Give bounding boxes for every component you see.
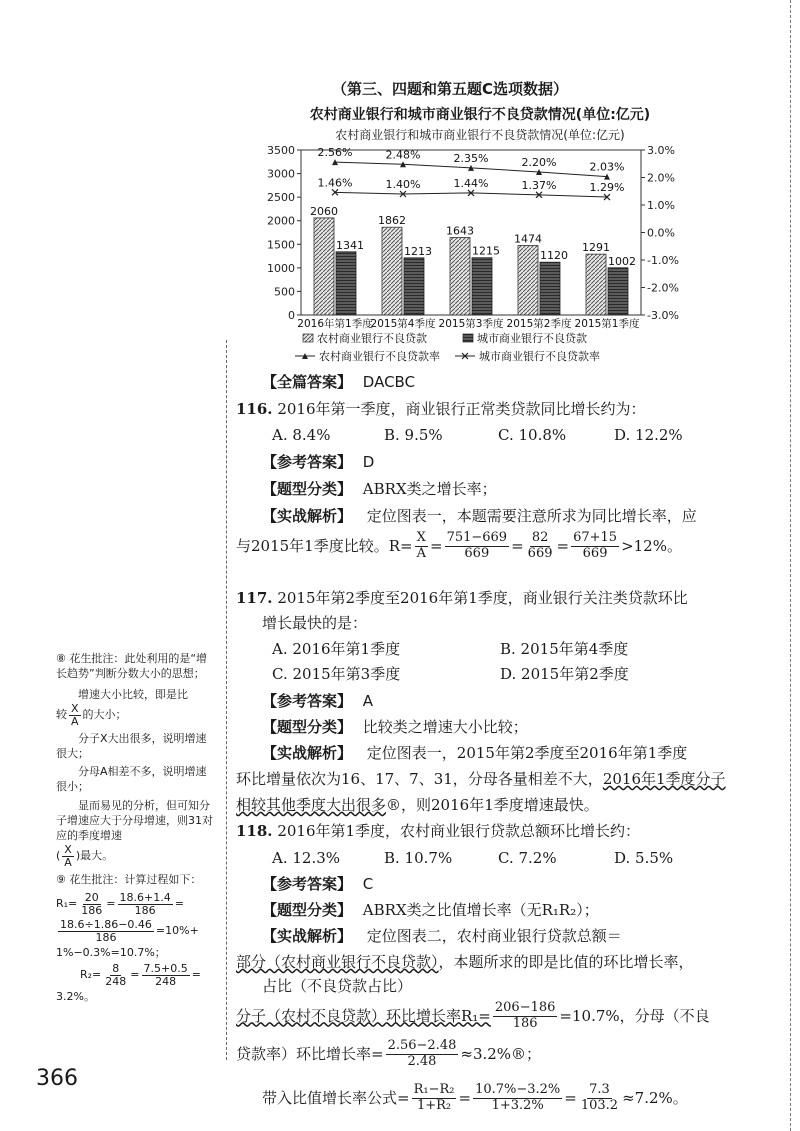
- q118-stem: [236, 824, 640, 839]
- left-axis-tick-label: 3500: [267, 144, 295, 157]
- q118-stem-text: 2016年第1季度，农村商业银行贷款总额环比增长约：: [277, 822, 641, 840]
- left-axis-tick-label: 1000: [267, 261, 295, 275]
- bar-rural-label: 1474: [514, 232, 542, 246]
- side-note-9-title: ⑨ 花生批注：计算过程如下：: [56, 872, 202, 886]
- q117-type: [262, 720, 528, 735]
- q116-ref-label: 【参考答案】: [262, 453, 353, 471]
- chart-title: 农村商业银行和城市商业银行不良贷款情况(单位:亿元): [309, 107, 651, 123]
- city-rate-label: 1.40%: [385, 178, 421, 191]
- side-note-8: ⑧ 花生批注：此处利用的是“增长趋势”判断分数大小的思想； 增速大小比较，即是比 较 $\frac{X}{A}$ 的大小； 分子X大出很多，说明增速很大； 分母A相差不多，说明增速很小； 显而易见的分析，但可知分子增速应大于分母增速，则31对应的季度增速 ( $\frac{X}{A}$ ) 最大。 ⑨ 花生批注：计算过程如下： R₁= $\frac{20}{186}$ = $\frac{18.6+1.4}{186}$ = $\frac{18.6\div 1.86-0.46}{186}$ =10%+ 1%−0.3%=10.7%； R₂= $\frac{8}{248}$ = $\frac{7.5+0.5}{248}$ = 3.2%。: [56, 652, 216, 1005]
- page-edge-dashed-line: [790, 0, 791, 1131]
- full-answers-line: [262, 375, 415, 390]
- q117-stem-line2: 增长最快的是：: [262, 614, 368, 632]
- right-axis-tick-label: 0.0%: [647, 226, 675, 240]
- q117-option-c: C. 2015年第3季度: [272, 665, 401, 683]
- q118-reference-answer: [262, 877, 373, 892]
- bar-city: [336, 252, 356, 315]
- rural-rate-label: 2.20%: [521, 156, 557, 169]
- q117-option-d: D. 2015年第2季度: [500, 665, 629, 683]
- city-rate-label: 1.29%: [589, 181, 625, 195]
- q116-type-label: 【题型分类】: [262, 480, 353, 498]
- q118-ref-label: 【参考答案】: [262, 875, 353, 893]
- q116-type: [262, 482, 497, 497]
- bar-city-label: 1120: [540, 249, 568, 263]
- q117-option-a: A. 2016年第1季度: [272, 640, 401, 658]
- bar-rural: [518, 246, 538, 315]
- q118-option-c: C. 7.2%: [498, 849, 557, 867]
- q118-analysis-label: 【实战解析】: [262, 927, 353, 945]
- left-axis-tick-label: 500: [274, 285, 295, 299]
- q116-stem-text: 2016年第一季度，商业银行正常类贷款同比增长约为：: [277, 400, 646, 418]
- q116-stem: [236, 402, 646, 417]
- category-label: 2015第2季度: [506, 318, 572, 330]
- right-axis-tick-label: -2.0%: [647, 281, 679, 295]
- legend-rural-label: 农村商业银行不良贷款: [317, 332, 427, 345]
- q118-option-a: A. 12.3%: [272, 849, 341, 867]
- city-rate-label: 1.46%: [317, 176, 353, 190]
- q118-analysis-line1: [262, 929, 622, 944]
- q118-analysis-line6: 带入比值增长率公式= $\frac{\text{R₁−R₂}}{\text{1+R₂}}$ = $\frac{10.7\%-3.2\%}{1+3.2\%}$ = $\frac{7.3}{103.2}$ ≈7.2%。: [262, 1082, 688, 1113]
- q117-analysis-line2: 环比增量依次为16、17、7、31，分母各量相差不大，2016年1季度分子: [236, 770, 726, 788]
- rural-rate-label: 2.48%: [385, 148, 421, 162]
- bar-city: [404, 258, 424, 315]
- right-axis-tick-label: -3.0%: [647, 309, 679, 322]
- category-label: 2015第4季度: [370, 318, 436, 330]
- legend-city-rate-label: 城市商业银行不良贷款率: [479, 350, 600, 363]
- q118-frac-values: $\frac{10.7\%-3.2\%}{1+3.2\%}$: [475, 1082, 561, 1113]
- left-axis-tick-label: 3000: [267, 167, 295, 181]
- q117-stem-line1: [236, 591, 688, 606]
- q118-frac-formula: $\frac{\text{R₁−R₂}}{\text{1+R₂}}$: [413, 1082, 455, 1113]
- bar-rural: [382, 227, 402, 315]
- category-label: 2015第3季度: [438, 318, 504, 330]
- q118-type-label: 【题型分类】: [262, 901, 353, 919]
- bar-rural-label: 1862: [378, 214, 406, 228]
- left-axis-tick-label: 2000: [267, 214, 295, 228]
- left-axis-tick-label: 1500: [267, 238, 295, 252]
- q116-analysis-label: 【实战解析】: [262, 507, 353, 525]
- q118-analysis-line4: 分子（农村不良贷款）环比增长率R₁= $\frac{206-186}{186}$ =10.7%，分母（不良: [236, 1000, 710, 1031]
- q116-frac-sum: $\frac{67+15}{669}$: [573, 530, 618, 561]
- right-axis-tick-label: 3.0%: [647, 144, 675, 157]
- q118-analysis-line5: 贷款率）环比增长率= $\frac{2.56-2.48}{2.48}$ ≈3.2%®；: [236, 1038, 542, 1069]
- chart-subtitle: 农村商业银行和城市商业银行不良贷款情况(单位:亿元): [335, 128, 625, 142]
- q116-option-d: D. 12.2%: [614, 426, 683, 444]
- side-note-8-title: ⑧ 花生批注：此处利用的是“增长趋势”判断分数大小的思想；: [56, 652, 208, 680]
- q118-option-d: D. 5.5%: [614, 849, 674, 867]
- page-number: 366: [36, 1066, 78, 1091]
- bar-city-label: 1341: [336, 238, 364, 252]
- legend-rural-swatch: [303, 334, 313, 342]
- q118-number: 118.: [236, 822, 273, 840]
- q116-ref-value: D: [362, 453, 375, 471]
- q116-formula-lead: 与2015年1季度比较。R=: [236, 536, 413, 555]
- bar-city-label: 1002: [608, 254, 636, 268]
- bar-city-label: 1213: [404, 244, 432, 258]
- bar-rural: [314, 218, 334, 315]
- q118-analysis-line2: 部分（农村商业银行不良贷款），本题所求的即是比值的环比增长率，: [236, 953, 694, 971]
- margin-divider-line: [226, 340, 227, 1060]
- category-label: 2015第1季度: [574, 318, 640, 330]
- q118-type-value: ABRX类之比值增长率（无R₁R₂）；: [362, 901, 599, 919]
- q117-analysis-line3: 相较其他季度大出很多®，则2016年1季度增速最快。: [236, 796, 599, 814]
- q117-stem-text1: 2015年第2季度至2016年第1季度，商业银行关注类贷款环比: [277, 589, 688, 607]
- category-label: 2016年第1季度: [297, 318, 373, 330]
- left-axis-tick-label: 2500: [267, 191, 295, 205]
- rural-rate-label: 2.35%: [453, 151, 489, 165]
- q116-analysis-formula: 与2015年1季度比较。R= $\frac{X}{A}$ = $\frac{751-669}{669}$ = $\frac{82}{669}$ = $\frac{67+15}{669}$ >12%。: [236, 530, 682, 561]
- bar-city: [472, 258, 492, 315]
- right-axis-tick-label: 1.0%: [647, 199, 675, 212]
- legend-city-swatch: [463, 334, 473, 342]
- q118-option-b: B. 10.7%: [384, 849, 453, 867]
- q116-frac-diff: $\frac{751-669}{669}$: [446, 530, 508, 561]
- q116-frac-xa: $\frac{X}{A}$: [416, 530, 426, 561]
- q116-frac-82: $\frac{82}{669}$: [527, 530, 553, 561]
- bar-city: [540, 262, 560, 315]
- q117-underlined-text2: 相较其他季度大出很多: [236, 796, 387, 814]
- bar-rural-label: 2060: [310, 204, 338, 218]
- q117-analysis-line1: [262, 746, 687, 761]
- q117-ref-value: A: [362, 692, 374, 710]
- full-answers-value: DACBC: [362, 373, 416, 391]
- q118-frac-r1: $\frac{206-186}{186}$: [494, 1000, 556, 1031]
- city-rate-label: 1.37%: [521, 178, 557, 192]
- left-axis-tick-label: 0: [288, 309, 295, 322]
- q116-option-c: C. 10.8%: [498, 426, 567, 444]
- q116-formula-tail: >12%。: [621, 536, 682, 555]
- rural-rate-label: 2.03%: [589, 160, 625, 174]
- q116-type-value: ABRX类之增长率；: [362, 480, 497, 498]
- q117-ref-label: 【参考答案】: [262, 692, 353, 710]
- right-axis-tick-label: -1.0%: [647, 254, 679, 267]
- legend-rural-rate-label: 农村商业银行不良贷款率: [319, 350, 440, 363]
- rural-rate-label: 2.56%: [317, 146, 353, 160]
- bar-rural-label: 1643: [446, 224, 474, 238]
- q116-option-b: B. 9.5%: [384, 426, 443, 444]
- q116-analysis-text1: 定位图表一，本题需要注意所求为同比增长率，应: [366, 507, 697, 525]
- bar-rural-label: 1291: [582, 241, 610, 255]
- bar-city: [608, 268, 628, 315]
- q118-type: [262, 903, 599, 918]
- q117-option-b: B. 2015年第4季度: [500, 640, 629, 658]
- q117-underlined-text1: 2016年1季度分子: [602, 770, 726, 788]
- q117-type-value: 比较类之增速大小比较；: [362, 718, 528, 736]
- q118-analysis-line3: 占比（不良贷款占比）: [262, 977, 413, 995]
- q118-underlined-text1: 部分（农村商业银行不良贷款）: [236, 953, 439, 971]
- q118-frac-r2: $\frac{2.56-2.48}{2.48}$: [387, 1038, 457, 1069]
- chart-section-header: （第三、四题和第五题C选项数据）: [331, 80, 568, 98]
- q117-number: 117.: [236, 589, 273, 607]
- q117-analysis-text1: 定位图表一，2015年第2季度至2016年第1季度: [366, 744, 688, 762]
- q117-analysis-label: 【实战解析】: [262, 744, 353, 762]
- right-axis-tick-label: 2.0%: [647, 171, 675, 185]
- bar-city-label: 1215: [472, 244, 500, 258]
- q116-option-a: A. 8.4%: [272, 426, 331, 444]
- q117-reference-answer: [262, 694, 373, 709]
- bar-rural: [586, 254, 606, 315]
- q116-reference-answer: [262, 455, 374, 470]
- q117-type-label: 【题型分类】: [262, 718, 353, 736]
- legend-city-label: 城市商业银行不良贷款: [477, 332, 587, 345]
- city-rate-label: 1.44%: [453, 176, 489, 190]
- q118-frac-result: $\frac{7.3}{103.2}$: [580, 1082, 619, 1113]
- q118-analysis-text1: 定位图表二，农村商业银行贷款总额＝: [366, 927, 622, 945]
- bar-rural: [450, 238, 470, 315]
- q116-number: 116.: [236, 400, 273, 418]
- full-answers-label: 【全篇答案】: [262, 373, 353, 391]
- bar-line-chart: [255, 140, 695, 380]
- q118-ref-value: C: [362, 875, 374, 893]
- q116-analysis-line1: [262, 509, 697, 524]
